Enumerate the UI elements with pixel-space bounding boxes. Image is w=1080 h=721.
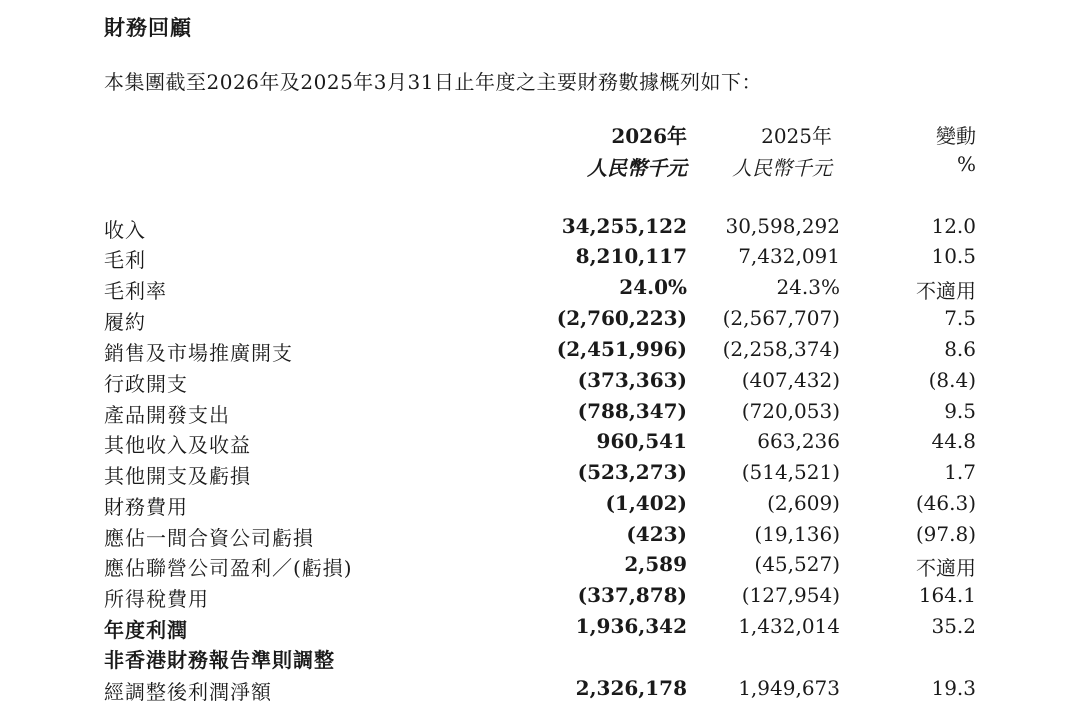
- table-row: [0, 244, 1080, 274]
- value-change: (46.3): [915, 491, 976, 515]
- value-2026: 1,936,342: [575, 614, 687, 638]
- header-year-2026: 2026年: [611, 124, 687, 148]
- value-2026: (788,347): [577, 399, 687, 423]
- value-2026: 960,541: [596, 429, 687, 453]
- row-label: 其他收入及收益: [104, 433, 251, 457]
- table-row: [0, 368, 1080, 398]
- value-change: 12.0: [931, 214, 976, 238]
- row-label: 毛利率: [104, 279, 167, 303]
- value-2026: 34,255,122: [561, 214, 687, 238]
- value-2025: (127,954): [741, 583, 840, 607]
- value-change: 44.8: [931, 429, 976, 453]
- value-change: 10.5: [931, 244, 976, 268]
- value-2025: (45,527): [754, 552, 840, 576]
- value-change: 1.7: [944, 460, 976, 484]
- row-label: 其他開支及虧損: [104, 464, 251, 488]
- value-change: 7.5: [944, 306, 976, 330]
- row-label: 年度利潤: [104, 618, 188, 642]
- value-2025: 663,236: [757, 429, 840, 453]
- value-change: 35.2: [931, 614, 976, 638]
- value-2026: (337,878): [577, 583, 687, 607]
- value-change: 不適用: [916, 279, 976, 303]
- row-label: 所得稅費用: [104, 587, 209, 611]
- value-2025: (19,136): [754, 522, 840, 546]
- table-row: [0, 552, 1080, 582]
- value-2025: (514,521): [741, 460, 840, 484]
- value-2025: 30,598,292: [725, 214, 840, 238]
- table-row: [0, 306, 1080, 336]
- header-unit-change: %: [956, 152, 976, 176]
- value-2025: (720,053): [741, 399, 840, 423]
- value-2025: 1,432,014: [738, 614, 840, 638]
- value-2026: (2,760,223): [556, 306, 687, 330]
- value-2026: (523,273): [577, 460, 687, 484]
- header-unit-2025: 人民幣千元: [732, 156, 832, 180]
- header-unit-2026: 人民幣千元: [587, 156, 687, 180]
- value-2025: 1,949,673: [738, 676, 840, 700]
- value-change: (8.4): [928, 368, 976, 392]
- table-row: [0, 214, 1080, 244]
- row-label: 應佔聯營公司盈利／(虧損): [104, 556, 353, 580]
- table-row: [0, 491, 1080, 521]
- table-row: [0, 522, 1080, 552]
- row-label: 財務費用: [104, 495, 188, 519]
- header-year-2025: 2025年: [761, 124, 832, 148]
- row-label: 收入: [104, 218, 146, 242]
- value-2025: 24.3%: [776, 275, 840, 299]
- table-row: [0, 583, 1080, 613]
- row-label: 行政開支: [104, 372, 188, 396]
- value-change: 不適用: [916, 556, 976, 580]
- table-row: [0, 460, 1080, 490]
- value-2026: 8,210,117: [575, 244, 687, 268]
- row-label: 履約: [104, 310, 146, 334]
- header-change: 變動: [936, 124, 976, 148]
- table-row: [0, 337, 1080, 367]
- value-2025: 7,432,091: [738, 244, 840, 268]
- value-2026: (373,363): [577, 368, 687, 392]
- value-2026: 2,589: [624, 552, 687, 576]
- row-label: 毛利: [104, 248, 146, 272]
- value-2026: (423): [626, 522, 687, 546]
- value-2026: (2,451,996): [556, 337, 687, 361]
- row-label: 銷售及市場推廣開支: [104, 341, 293, 365]
- value-2026: 24.0%: [619, 275, 687, 299]
- value-change: 8.6: [944, 337, 976, 361]
- section-title: 財務回顧: [104, 15, 192, 40]
- value-2025: (2,609): [767, 491, 840, 515]
- table-row-subheading: [0, 644, 1080, 674]
- value-2026: 2,326,178: [575, 676, 687, 700]
- intro-text: 本集團截至2026年及2025年3月31日止年度之主要財務數據概列如下：: [104, 70, 762, 94]
- value-change: 164.1: [918, 583, 976, 607]
- value-2026: (1,402): [605, 491, 687, 515]
- value-change: 9.5: [944, 399, 976, 423]
- table-row: [0, 429, 1080, 459]
- row-label: 應佔一間合資公司虧損: [104, 526, 314, 550]
- row-label: 非香港財務報告準則調整: [104, 648, 335, 672]
- table-row: [0, 676, 1080, 706]
- value-2025: (407,432): [741, 368, 840, 392]
- value-2025: (2,567,707): [722, 306, 840, 330]
- value-change: 19.3: [931, 676, 976, 700]
- row-label: 經調整後利潤淨額: [104, 680, 272, 704]
- table-row-profit: [0, 614, 1080, 644]
- table-row: [0, 275, 1080, 305]
- row-label: 產品開發支出: [104, 403, 230, 427]
- table-row: [0, 399, 1080, 429]
- value-2025: (2,258,374): [722, 337, 840, 361]
- value-change: (97.8): [915, 522, 976, 546]
